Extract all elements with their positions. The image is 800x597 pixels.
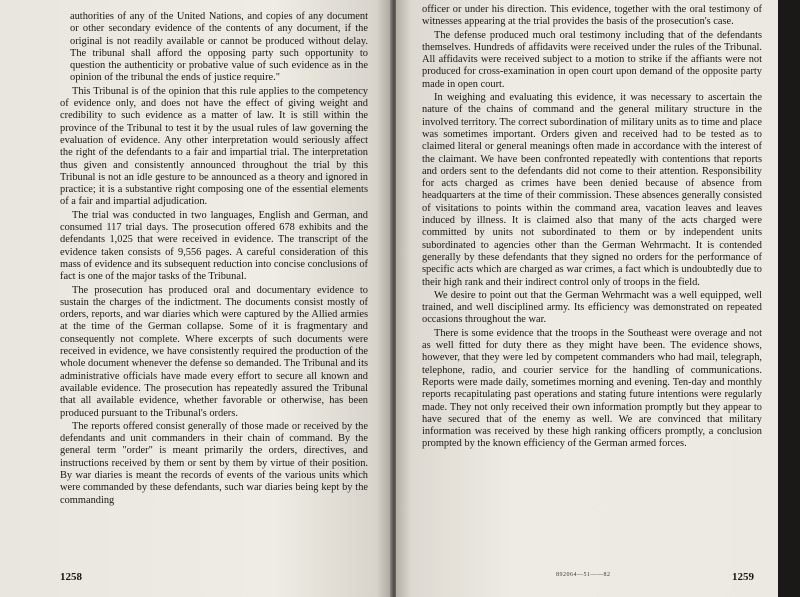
left-page-number: 1258	[60, 570, 82, 583]
right-paragraph-1: officer or under his direction. This evidence, together with the oral testimony of witnesses appearing at the trial provides the basis of the prosecution's case.	[422, 4, 762, 28]
left-paragraph-4: The prosecution has produced oral and documentary evidence to sustain the charges of the indictment. The documents consist mostly of orders, reports, and war diaries which were captured by the Allied armies at the time of the German collapse. Some of it is fragmentary and consequently not complete. Where excerpts of such documents were received in evidence, we have consistently required the production of the whole document whenever the defense so demanded. The Tribunal and its administrative officials have made every effort to secure all known and available evidence. The prosecution has repeatedly assured the Tribunal that all available evidence, whether favorable or otherwise, has been produced pursuant to the Tribunal's orders.	[60, 284, 368, 419]
left-paragraph-1: authorities of any of the United Nations, and copies of any document or other secondary evidence of the contents of any document, if the original is not readily available or cannot be produced without delay. The tribunal shall afford the opposing party such opportunity to question the authenticity or probative value of such evidence as in the opinion of the tribunal the ends of justice require."	[70, 11, 368, 84]
left-paragraph-5: The reports offered consist generally of those made or received by the defendants and unit commanders in their chain of command. By the general term "order" is meant primarily the orders, directives, and instructions received by them or sent by them by virtue of their position. By war diaries is meant the records of events of the various units which were commanded by these defendants, such war diaries being kept by the commanding	[60, 420, 368, 506]
right-paragraph-5: There is some evidence that the troops in the Southeast were overage and not as well fitted for duty there as they might have been. The evidence shows, however, that they were led by competent commanders who had mail, telegraph, telephone, radio, and courier service for the handling of communications. Reports were made daily, sometimes morning and evening. Ten-day and monthly reports recapitulating past operations and stating future intentions were regularly made. They not only received their own information promptly but they appear to have secured that of the enemy as well. We are convinced that military information was received by these high ranking officers promptly, a conclusion prompted by the known efficiency of the German armed forces.	[422, 327, 762, 450]
right-page	[396, 0, 778, 597]
left-page	[0, 0, 392, 597]
page-edge-shadow	[778, 0, 800, 597]
left-paragraph-2: This Tribunal is of the opinion that this rule applies to the competency of evidence only, and does not have the effect of giving weight and credibility to such evidence as a matter of law. It is still within the province of the Tribunal to test it by the usual rules of law governing the evaluation of evidence. Any other interpretation would seriously affect the right of the defendants to a fair and impartial trial. The interpretation thus given and consistently announced throughout the trial by this Tribunal is not an idle gesture to be announced as a theory and ignored in practice; it is a substantive right composing one of the essential elements of a fair and impartial adjudication.	[60, 85, 368, 208]
right-paragraph-4: We desire to point out that the German Wehrmacht was a well equipped, well trained, and well disciplined army. Its efficiency was demonstrated on repeated occasions throughout the war.	[422, 289, 762, 326]
right-paragraph-3: In weighing and evaluating this evidence, it was necessary to ascertain the nature of the chains of command and the general military structure in the involved territory. The correct subordination of military units as to time and place was sometimes important. Orders given and received had to be tested as to claimed literal or general meanings often made in accordance with the interest of the claimant. We have been confronted repeatedly with contentions that reports and orders sent to the defendants did not come to their attention. Responsibility for acts charged as crimes have been denied because of absence from headquarters at the time of their commission. These absences generally consisted of visitations to points within the command area, vacation leaves and leaves induced by illness. It is claimed also that many of the acts charged were committed by units not subordinated to them or by independent units subordinated to agencies other than the German Wehrmacht. It is contended generally by these defendants that they signed no orders for the performance of specific acts which are charged as war crimes, a fact which is undoubtedly due to their high rank and their indirect control only of troops in the field.	[422, 92, 762, 288]
printer-mark: 892064—51——82	[556, 571, 611, 578]
left-paragraph-3: The trial was conducted in two languages, English and German, and consumed 117 trial days. The prosecution offered 678 exhibits and the defendants 1,025 that were received in evidence. The transcript of the evidence taken consists of 9,556 pages. A careful consideration of this mass of evidence and its subsequent reduction into concise conclusions of fact is one of the major tasks of the Tribunal.	[60, 209, 368, 283]
right-page-number: 1259	[732, 570, 754, 583]
right-paragraph-2: The defense produced much oral testimony including that of the defendants themselves. Hundreds of affidavits were received under the rules of the Tribunal. All affidavits were received subject to a motion to strike if the affiants were not produced for cross-examination in open court upon demand of the opposite party made in open court.	[422, 29, 762, 90]
